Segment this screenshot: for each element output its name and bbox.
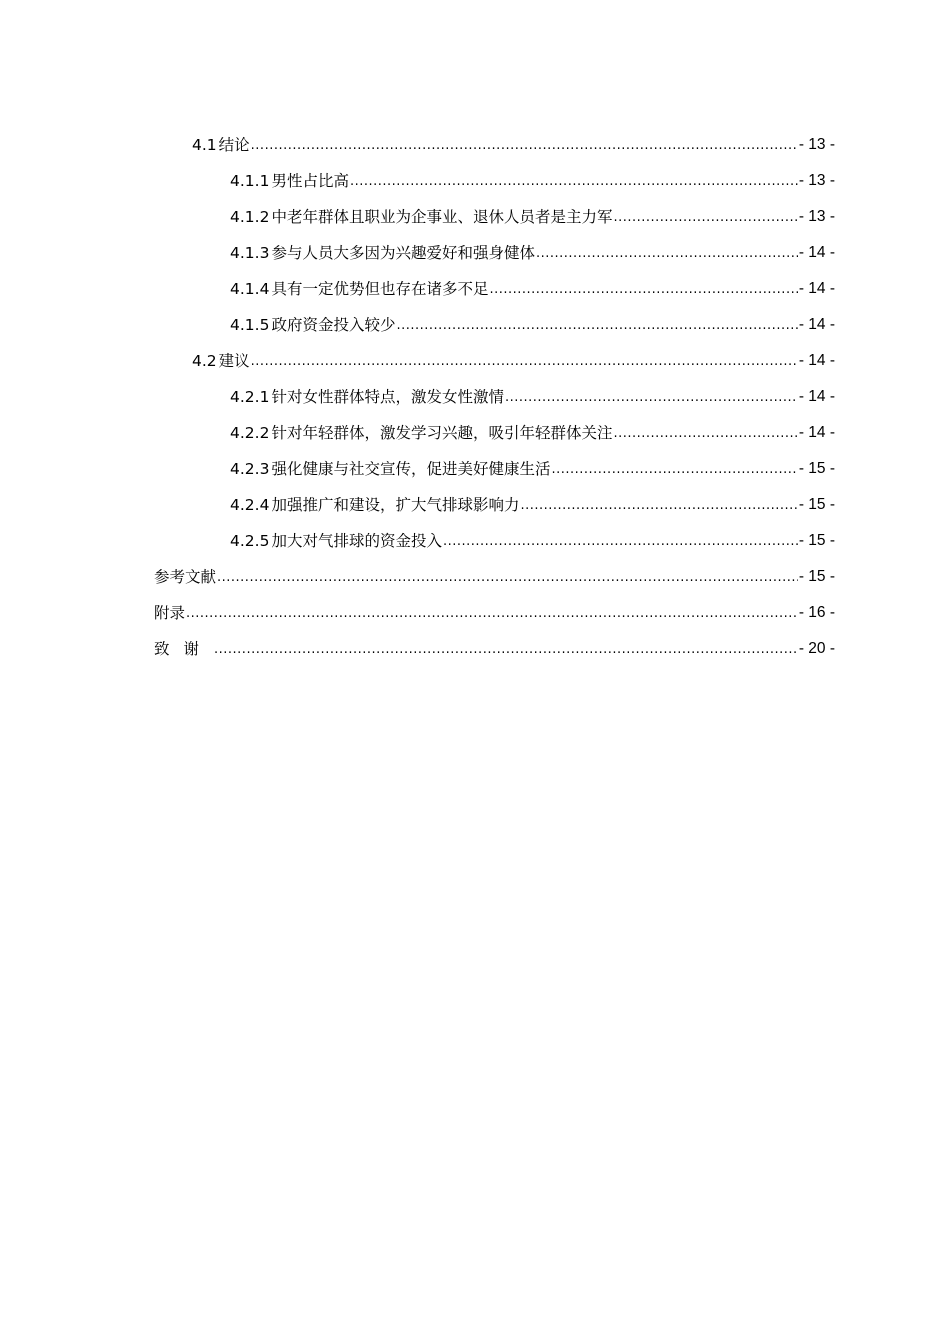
toc-entry-number: 4.1.1 [230,172,270,190]
toc-dot-leader [443,533,798,551]
toc-entry-title: 附录 [154,604,186,622]
toc-dot-leader [505,389,798,407]
toc-entry[interactable] [230,479,835,515]
toc-dot-leader [520,497,797,515]
toc-entry-title: 结论 [218,136,250,154]
toc-entry[interactable] [230,443,835,479]
toc-dot-leader [251,137,798,155]
toc-dot-leader [396,317,797,335]
toc-entry-title: 建议 [218,352,250,370]
toc-entry-title: 参考文献 [154,568,217,586]
toc-dot-leader [551,461,797,479]
toc-entry-number: 4.2.5 [230,532,270,550]
toc-dot-leader [489,281,797,299]
toc-entry-title: 强化健康与社交宣传，促进美好健康生活 [271,460,551,478]
toc-entry-number: 4.1.5 [230,316,270,334]
toc-dot-leader [217,569,798,587]
toc-entry-title: 针对女性群体特点，激发女性激情 [271,388,504,406]
toc-entry-page: - 15 - [798,496,835,513]
toc-entry[interactable] [230,227,835,263]
toc-entry-page: - 15 - [798,460,835,477]
toc-entry[interactable] [192,119,835,155]
toc-entry[interactable] [230,191,835,227]
toc-dot-leader [251,353,798,371]
toc-entry[interactable] [230,263,835,299]
toc-entry-number: 4.1.3 [230,244,270,262]
toc-dot-leader [613,425,797,443]
toc-entry[interactable] [230,299,835,335]
toc-entry-number: 4.2 [192,352,217,370]
toc-entry-title: 中老年群体且职业为企事业、退休人员者是主力军 [271,208,613,226]
toc-entry-title: 男性占比高 [271,172,349,190]
toc-entry-title: 参与人员大多因为兴趣爱好和强身健体 [271,244,535,262]
toc-entry-title: 具有一定优势但也存在诸多不足 [271,280,489,298]
toc-entry[interactable] [230,515,835,551]
toc-entry-page: - 14 - [798,280,835,297]
toc-entry[interactable] [154,551,835,587]
toc-entry-page: - 14 - [798,316,835,333]
toc-entry-page: - 14 - [798,352,835,369]
toc-entry-number: 4.2.3 [230,460,270,478]
toc-dot-leader [350,173,798,191]
toc-entry-page: - 13 - [798,208,835,225]
toc-entry-page: - 13 - [798,136,835,153]
toc-entry-page: - 16 - [798,604,835,621]
toc-dot-leader [613,209,797,227]
toc-entry-number: 4.2.4 [230,496,270,514]
toc-entry[interactable] [230,155,835,191]
toc-entry-page: - 20 - [798,640,835,657]
toc-entry[interactable] [230,371,835,407]
toc-entry-title: 加强推广和建设，扩大气排球影响力 [271,496,520,514]
toc-dot-leader [186,605,798,623]
toc-entry[interactable] [230,407,835,443]
toc-entry-title: 致谢 [154,640,214,658]
toc-dot-leader [214,641,798,659]
toc-entry-page: - 14 - [798,244,835,261]
toc-entry-title: 政府资金投入较少 [271,316,396,334]
toc-entry-number: 4.1 [192,136,217,154]
toc-entry[interactable] [154,623,835,659]
toc-entry-page: - 15 - [798,568,835,585]
toc-entry-number: 4.1.2 [230,208,270,226]
toc-entry-page: - 13 - [798,172,835,189]
toc-entry-number: 4.1.4 [230,280,270,298]
toc-dot-leader [536,245,798,263]
toc-entry[interactable] [154,587,835,623]
toc-entry-page: - 14 - [798,388,835,405]
toc-entry-title: 加大对气排球的资金投入 [271,532,442,550]
toc-entry-title: 针对年轻群体，激发学习兴趣，吸引年轻群体关注 [271,424,613,442]
toc-entry-number: 4.2.2 [230,424,270,442]
toc-entry-page: - 15 - [798,532,835,549]
toc-entry[interactable] [192,335,835,371]
toc-entry-page: - 14 - [798,424,835,441]
toc-entry-number: 4.2.1 [230,388,270,406]
